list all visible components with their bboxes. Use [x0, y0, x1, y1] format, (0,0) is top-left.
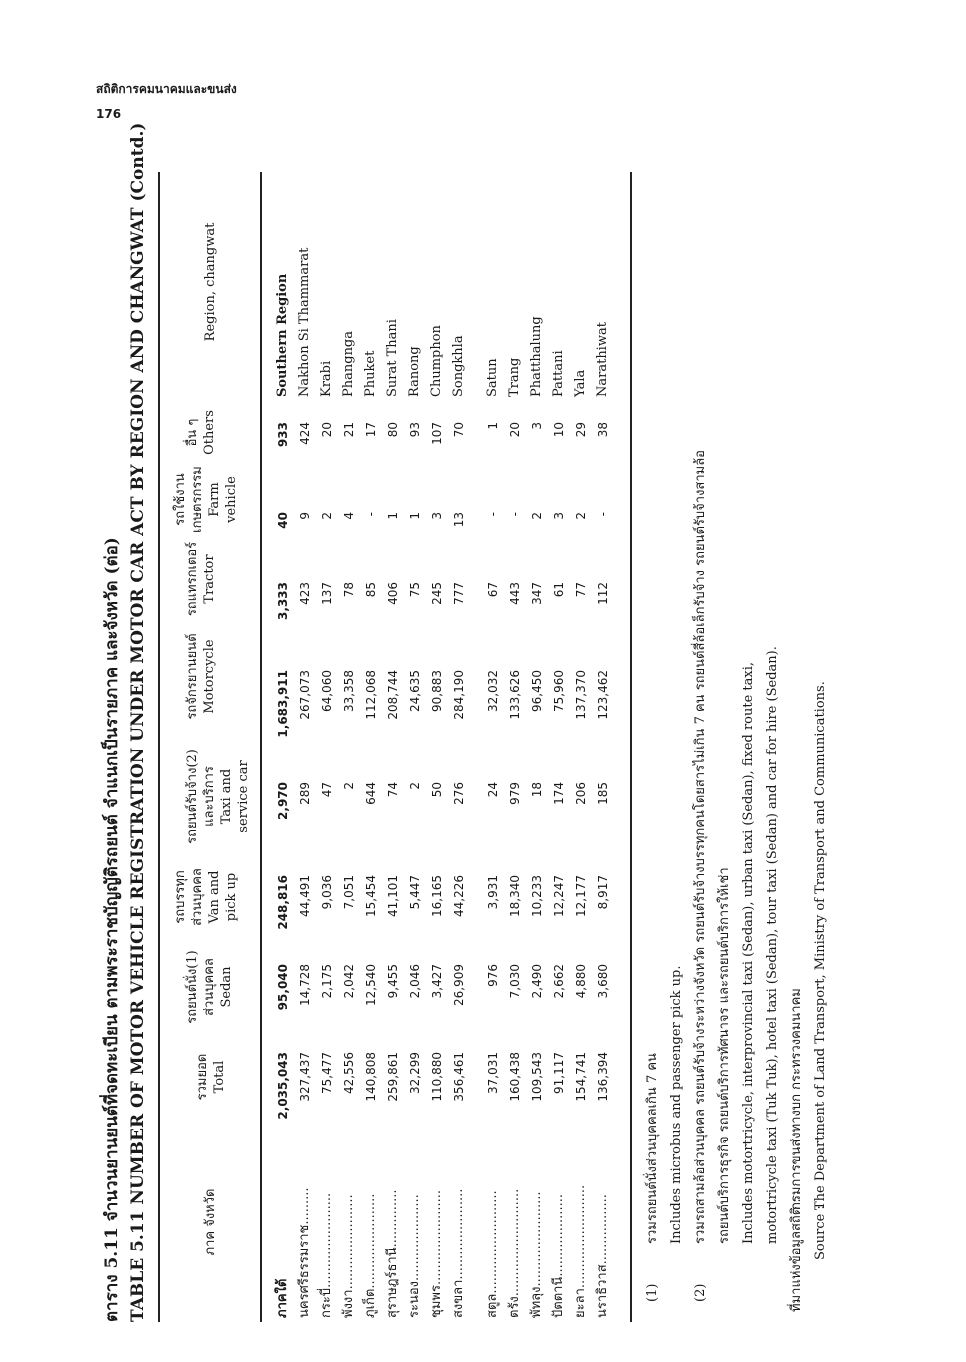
cell-motorcycle: 33,358 [342, 670, 356, 712]
cell-van-pickup: 15,454 [364, 875, 378, 917]
header-top-rule [158, 172, 160, 1322]
cell-changwat-th: สุราษฎร์ธานี.............. [385, 1189, 400, 1318]
cell-sedan: 7,030 [508, 964, 522, 999]
cell-total: 327,437 [298, 1052, 312, 1102]
cell-changwat-th: ปัตตานี.................... [551, 1194, 566, 1318]
cell-changwat-th: ระนอง..................... [407, 1194, 422, 1318]
note2-thai-line2: รถยนต์บริการธุรกิจ รถยนต์บริการทัศนาจร และรถยนต์บริการให้เช่า [717, 867, 732, 1244]
cell-van-pickup: 12,177 [574, 875, 588, 917]
note2-english: Includes motortricycle, interprovincial taxi (Sedan), urban taxi (Sedan), fixed route taxi, [741, 661, 756, 1244]
cell-others: 20 [320, 422, 334, 438]
table-row [316, 172, 338, 1322]
cell-van-pickup: 12,247 [552, 875, 566, 917]
cell-others: 38 [596, 422, 610, 438]
cell-sedan: 2,046 [408, 964, 422, 999]
cell-tractor: 61 [552, 582, 566, 598]
cell-van-pickup: 16,165 [430, 875, 444, 917]
table-row [504, 172, 526, 1322]
cell-others: 70 [452, 422, 466, 438]
cell-others: 20 [508, 422, 522, 438]
cell-total: 356,461 [452, 1052, 466, 1102]
cell-farm-vehicle: 1 [408, 512, 422, 520]
cell-tractor: 77 [574, 582, 588, 598]
header-bottom-rule [260, 172, 262, 1322]
cell-sedan: 9,455 [386, 964, 400, 999]
cell-motorcycle: 75,960 [552, 670, 566, 712]
cell-changwat-en: Chumphon [429, 325, 444, 397]
table-row [548, 172, 570, 1322]
cell-farm-vehicle: - [486, 512, 500, 517]
cell-taxi-service: 2,970 [276, 782, 290, 820]
cell-total: 32,299 [408, 1052, 422, 1094]
cell-changwat-en: Nakhon Si Thammarat [297, 247, 312, 397]
cell-changwat-th: สตูล......................... [485, 1190, 500, 1318]
cell-motorcycle: 112,068 [364, 670, 378, 720]
cell-others: 17 [364, 422, 378, 438]
cell-changwat-en: Satun [485, 358, 500, 397]
cell-changwat-th: ภาคใต้ [275, 1278, 290, 1318]
cell-total: 110,880 [430, 1052, 444, 1102]
cell-sedan: 976 [486, 964, 500, 987]
cell-farm-vehicle: 2 [530, 512, 544, 520]
cell-farm-vehicle: 40 [276, 512, 290, 529]
cell-sedan: 2,042 [342, 964, 356, 999]
cell-motorcycle: 32,032 [486, 670, 500, 712]
cell-changwat-en: Songkhla [451, 335, 466, 397]
footnotes [642, 172, 834, 1322]
cell-changwat-th: พังงา....................... [341, 1194, 356, 1318]
cell-farm-vehicle: 2 [574, 512, 588, 520]
cell-changwat-en: Southern Region [275, 273, 290, 397]
col-header-region-th: ภาค จังหวัด [203, 1188, 218, 1256]
cell-taxi-service: 2 [342, 782, 356, 790]
table-row [426, 172, 448, 1322]
col-header-total: รวมยอด Total [195, 1053, 227, 1101]
cell-others: 10 [552, 422, 566, 438]
cell-sedan: 26,909 [452, 964, 466, 1006]
cell-changwat-en: Surat Thani [385, 319, 400, 397]
cell-total: 259,861 [386, 1052, 400, 1102]
cell-taxi-service: 644 [364, 782, 378, 805]
cell-changwat-th: ตรัง.......................... [507, 1188, 522, 1318]
cell-total: 75,477 [320, 1052, 334, 1094]
cell-farm-vehicle: - [364, 512, 378, 517]
cell-van-pickup: 7,051 [342, 875, 356, 910]
cell-others: 29 [574, 422, 588, 438]
cell-tractor: 777 [452, 582, 466, 605]
cell-motorcycle: 1,683,911 [276, 670, 290, 738]
source-thai-label: ที่มาแห่งข้อมูลสถิติ : [789, 1198, 804, 1312]
cell-farm-vehicle: - [508, 512, 522, 517]
cell-total: 160,438 [508, 1052, 522, 1102]
column-headers [166, 172, 256, 1322]
cell-taxi-service: 50 [430, 782, 444, 798]
cell-changwat-en: Narathiwat [595, 322, 610, 397]
table-row [448, 172, 470, 1322]
cell-total: 136,394 [596, 1052, 610, 1102]
cell-farm-vehicle: 2 [320, 512, 334, 520]
cell-tractor: 406 [386, 582, 400, 605]
cell-changwat-en: Phuket [363, 350, 378, 397]
cell-motorcycle: 96,450 [530, 670, 544, 712]
cell-van-pickup: 248,816 [276, 875, 290, 930]
cell-changwat-en: Phangnga [341, 330, 356, 397]
cell-farm-vehicle: 9 [298, 512, 312, 520]
cell-van-pickup: 3,931 [486, 875, 500, 910]
rotated-table-page [90, 122, 930, 1322]
cell-changwat-th: สงขลา...................... [451, 1188, 466, 1318]
cell-taxi-service: 979 [508, 782, 522, 805]
cell-changwat-th: นราธิวาส................. [595, 1194, 610, 1318]
cell-changwat-en: Pattani [551, 350, 566, 397]
cell-van-pickup: 10,233 [530, 875, 544, 917]
col-header-others: อื่น ๆ Others [185, 410, 217, 455]
col-header-tractor: รถแทรกเตอร์ Tractor [185, 541, 217, 617]
table-row [526, 172, 548, 1322]
cell-tractor: 347 [530, 582, 544, 605]
cell-taxi-service: 174 [552, 782, 566, 805]
cell-farm-vehicle: - [596, 512, 610, 517]
cell-farm-vehicle: 4 [342, 512, 356, 520]
cell-changwat-en: Yala [573, 369, 588, 397]
cell-taxi-service: 185 [596, 782, 610, 805]
cell-changwat-th: นครศรีธรรมราช......... [297, 1187, 312, 1318]
note2-marker: (2) [693, 1283, 708, 1302]
cell-total: 2,035,043 [276, 1052, 290, 1120]
cell-motorcycle: 24,635 [408, 670, 422, 712]
source-english-label: Source : [813, 1205, 828, 1260]
cell-changwat-th: ภูเก็ต....................... [363, 1193, 378, 1318]
table-row [570, 172, 592, 1322]
cell-tractor: 75 [408, 582, 422, 598]
cell-sedan: 4,880 [574, 964, 588, 999]
cell-taxi-service: 289 [298, 782, 312, 805]
col-header-farm: รถใช้งาน เกษตรกรรม Farm vehicle [173, 466, 239, 533]
cell-total: 37,031 [486, 1052, 500, 1094]
cell-others: 21 [342, 422, 356, 438]
col-header-taxi: รถยนต์รับจ้าง(2) และบริการ Taxi and service car [185, 749, 251, 844]
note2-english-line2: motortricycle taxi (Tuk Tuk), hotel taxi (Sedan), tour taxi (Sedan) and car for hire (Sedan). [765, 646, 780, 1244]
cell-van-pickup: 44,226 [452, 875, 466, 917]
cell-tractor: 78 [342, 582, 356, 598]
cell-total: 91,117 [552, 1052, 566, 1094]
cell-taxi-service: 2 [408, 782, 422, 790]
cell-taxi-service: 24 [486, 782, 500, 798]
cell-total: 109,543 [530, 1052, 544, 1102]
cell-sedan: 3,427 [430, 964, 444, 999]
cell-taxi-service: 206 [574, 782, 588, 805]
cell-tractor: 3,333 [276, 582, 290, 620]
cell-motorcycle: 90,883 [430, 670, 444, 712]
cell-total: 42,556 [342, 1052, 356, 1094]
source-english: The Department of Land Transport, Ministry of Transport and Communications. [813, 681, 828, 1210]
cell-motorcycle: 284,190 [452, 670, 466, 720]
cell-others: 80 [386, 422, 400, 438]
cell-sedan: 2,662 [552, 964, 566, 999]
cell-tractor: 137 [320, 582, 334, 605]
cell-farm-vehicle: 3 [552, 512, 566, 520]
cell-tractor: 85 [364, 582, 378, 598]
cell-tractor: 245 [430, 582, 444, 605]
cell-taxi-service: 74 [386, 782, 400, 798]
cell-changwat-en: Ranong [407, 346, 422, 397]
table-title-thai: ตาราง 5.11 จำนวนยานยนต์ที่จดทะเบียน ตามพระราชบัญญัติรถยนต์ จำแนกเป็นรายภาค และจังหวัด (ต่อ) [102, 537, 122, 1322]
cell-total: 154,741 [574, 1052, 588, 1102]
cell-taxi-service: 18 [530, 782, 544, 798]
cell-sedan: 95,040 [276, 964, 290, 1011]
cell-motorcycle: 137,370 [574, 670, 588, 720]
cell-changwat-th: พัทลุง....................... [529, 1191, 544, 1318]
cell-changwat-en: Krabi [319, 360, 334, 397]
note1-english: Includes microbus and passenger pick up. [669, 965, 684, 1244]
cell-others: 424 [298, 422, 312, 445]
cell-changwat-th: ยะลา......................... [573, 1184, 588, 1318]
col-header-van: รถบรรทุก ส่วนบุคคล Van and pick up [173, 868, 239, 926]
cell-others: 107 [430, 422, 444, 445]
table-title-english: TABLE 5.11 NUMBER OF MOTOR VEHICLE REGISTRATION UNDER MOTOR CAR ACT BY REGION AND CHANGWAT (Contd.) [128, 122, 148, 1322]
cell-changwat-th: ชุมพร....................... [429, 1190, 444, 1318]
cell-motorcycle: 208,744 [386, 670, 400, 720]
col-header-region-en: Region, changwat [203, 222, 218, 342]
cell-tractor: 67 [486, 582, 500, 598]
table-row [382, 172, 404, 1322]
cell-others: 1 [486, 422, 500, 430]
cell-changwat-en: Phatthalung [529, 316, 544, 397]
table-row [338, 172, 360, 1322]
cell-sedan: 12,540 [364, 964, 378, 1006]
cell-sedan: 2,175 [320, 964, 334, 999]
cell-taxi-service: 47 [320, 782, 334, 798]
cell-van-pickup: 41,101 [386, 875, 400, 917]
cell-van-pickup: 9,036 [320, 875, 334, 910]
cell-van-pickup: 8,917 [596, 875, 610, 910]
cell-motorcycle: 133,626 [508, 670, 522, 720]
source-thai: กรมการขนส่งทางบก กระทรวงคมนาคม [789, 988, 804, 1210]
note1-marker: (1) [645, 1283, 660, 1302]
note1-thai: รวมรถยนต์นั่งส่วนบุคคลเกิน 7 คน [645, 1053, 660, 1244]
cell-van-pickup: 44,491 [298, 875, 312, 917]
cell-others: 3 [530, 422, 544, 430]
col-header-sedan: รถยนต์นั่ง(1) ส่วนบุคคล Sedan [185, 950, 234, 1024]
table-row [592, 172, 614, 1322]
cell-motorcycle: 123,462 [596, 670, 610, 720]
cell-changwat-en: Trang [507, 357, 522, 397]
table-row-region-total [272, 172, 294, 1322]
cell-sedan: 3,680 [596, 964, 610, 999]
col-header-motorcycle: รถจักรยานยนต์ Motorcycle [185, 633, 217, 720]
cell-farm-vehicle: 3 [430, 512, 444, 520]
cell-total: 140,808 [364, 1052, 378, 1102]
cell-motorcycle: 64,060 [320, 670, 334, 712]
cell-tractor: 423 [298, 582, 312, 605]
cell-changwat-th: กระบี่....................... [319, 1192, 334, 1318]
table-row [404, 172, 426, 1322]
cell-farm-vehicle: 13 [452, 512, 466, 528]
table-bottom-rule [630, 172, 632, 1322]
page-number: 176 [96, 107, 122, 121]
cell-taxi-service: 276 [452, 782, 466, 805]
note2-thai: รวมรถสามล้อส่วนบุคคล รถยนต์รับจ้างระหว่างจังหวัด รถยนต์รับจ้างบรรทุกคนโดยสารไม่เกิน 7 คน รถยนต์สี่ล้อเล็กรับจ้าง รถยนต์รับจ้างสามล้อ [693, 450, 708, 1244]
cell-tractor: 112 [596, 582, 610, 605]
table-row [294, 172, 316, 1322]
cell-van-pickup: 18,340 [508, 875, 522, 917]
cell-others: 933 [276, 422, 290, 448]
table-row [360, 172, 382, 1322]
cell-motorcycle: 267,073 [298, 670, 312, 720]
cell-farm-vehicle: 1 [386, 512, 400, 520]
cell-van-pickup: 5,447 [408, 875, 422, 910]
cell-others: 93 [408, 422, 422, 438]
cell-sedan: 2,490 [530, 964, 544, 999]
publication-title: สถิติการคมนาคมและขนส่ง [96, 82, 237, 96]
cell-tractor: 443 [508, 582, 522, 605]
page-header [96, 80, 237, 121]
cell-sedan: 14,728 [298, 964, 312, 1006]
table-row [482, 172, 504, 1322]
